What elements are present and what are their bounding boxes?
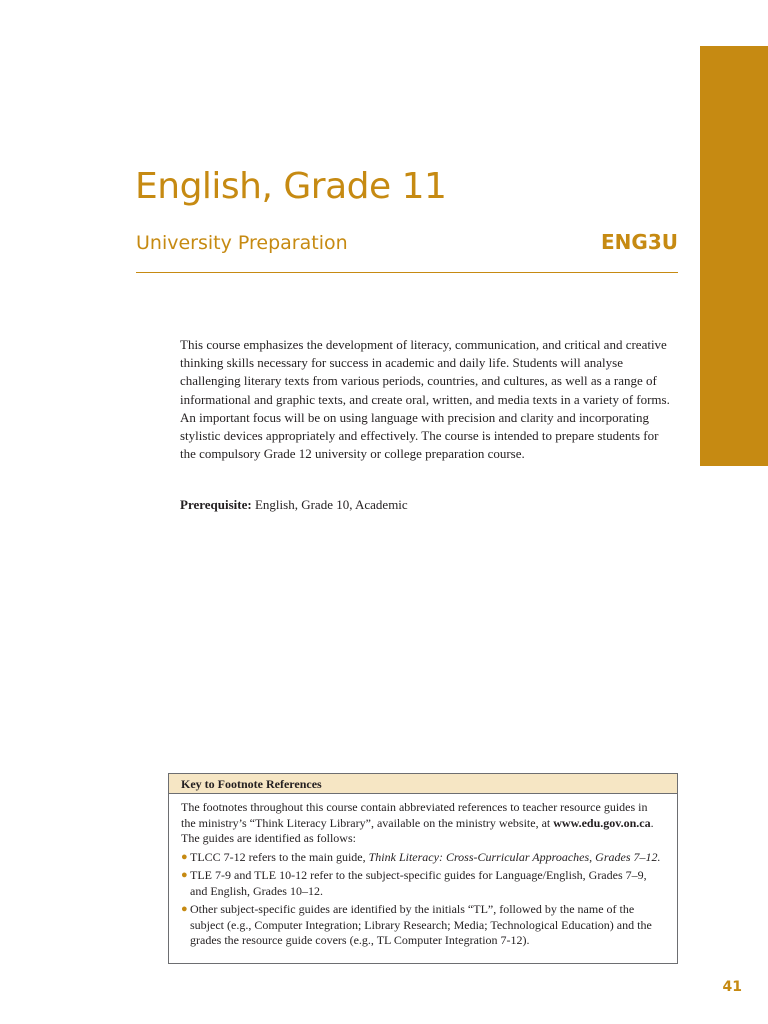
guide-title: Think Literacy: Cross-Curricular Approaches, Grades 7–12. xyxy=(368,849,661,864)
list-item-text: TLCC 7-12 refers to the main guide, xyxy=(190,849,366,864)
bullet-icon: ● xyxy=(181,903,188,915)
side-tab-decoration xyxy=(700,46,768,466)
course-type: University Preparation xyxy=(136,232,348,254)
list-item-text: Other subject-specific guides are identified by the initials “TL”, followed by the name of the subject (e.g., Computer Integration; Library Research; Media; Technological Education) and the grades the resource guide covers (e.g., TL Computer Integration 7-12). xyxy=(190,902,652,947)
footnote-key-heading: Key to Footnote References xyxy=(169,774,677,794)
footnote-key-body xyxy=(169,794,677,949)
course-description: This course emphasizes the development of literacy, communication, and critical and creative thinking skills necessary for success in academic and daily life. Students will analyse challenging literary texts from various periods, countries, and cultures, as well as a range of informational and graphic texts, and create oral, written, and media texts in a variety of forms. An important focus will be on using language with precision and clarity and incorporating stylistic devices appropriately and effectively. The course is intended to prepare students for the compulsory Grade 12 university or college preparation course. xyxy=(180,337,670,462)
list-item-text: TLE 7-9 and TLE 10-12 refer to the subject-specific guides for Language/English, Grades 7–9, and English, Grades 10–12. xyxy=(190,868,647,898)
footnote-key-box xyxy=(168,773,678,964)
intro-text-end: . The guides are identified as follows: xyxy=(181,815,654,845)
bullet-icon: ● xyxy=(181,850,188,863)
bullet-icon: ● xyxy=(181,869,188,881)
prerequisite xyxy=(180,496,670,514)
prerequisite-value: English, Grade 10, Academic xyxy=(254,497,408,512)
list-item xyxy=(181,868,665,899)
footnote-key-intro xyxy=(181,800,665,847)
page-number: 41 xyxy=(722,979,742,995)
subtitle-row xyxy=(136,232,678,260)
footnote-key-list xyxy=(181,850,665,949)
title-divider xyxy=(136,272,678,273)
course-title: English, Grade 11 xyxy=(135,166,447,207)
list-item xyxy=(181,850,665,866)
ministry-website-link[interactable]: www.edu.gov.on.ca xyxy=(553,815,651,830)
course-code: ENG3U xyxy=(601,230,678,254)
prerequisite-label: Prerequisite: xyxy=(180,497,252,512)
intro-text: The footnotes throughout this course contain abbreviated references to teacher resource guides in the ministry’s “Think Literacy Library”, available on the ministry website, at xyxy=(181,800,648,830)
list-item xyxy=(181,902,665,949)
